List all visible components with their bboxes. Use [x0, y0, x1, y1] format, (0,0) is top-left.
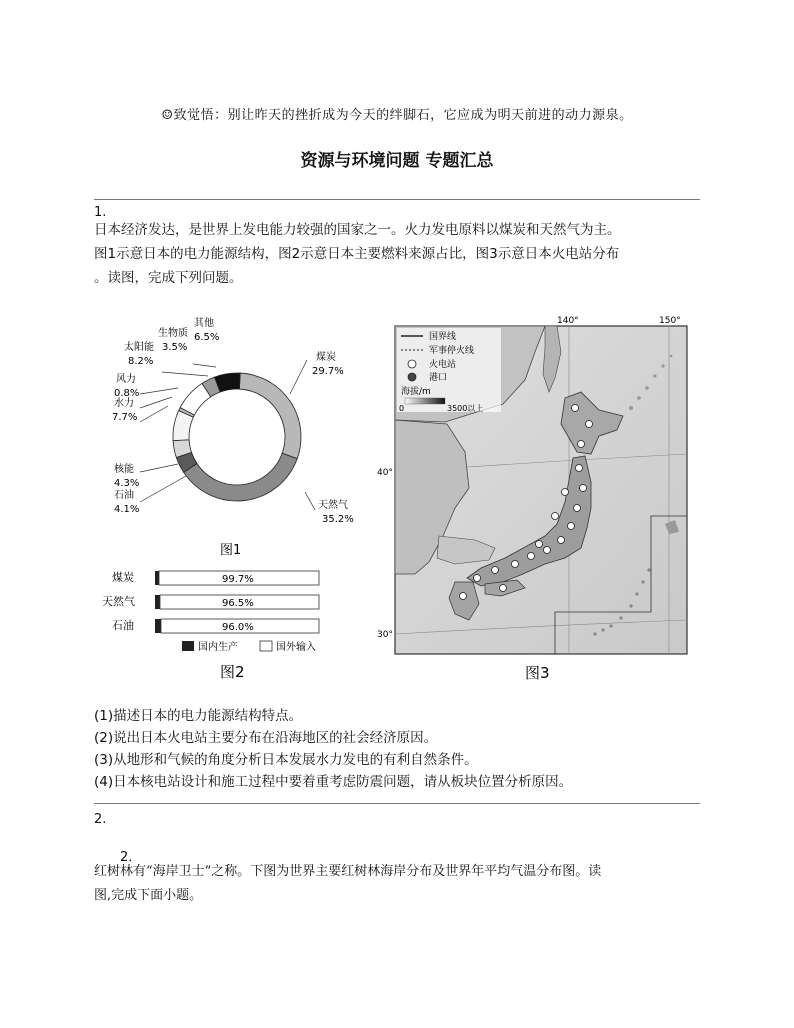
fig2-label-oil: 石油: [112, 619, 134, 632]
value-hydro: 7.7%: [112, 412, 138, 423]
question-4: (4)日本核电站设计和施工过程中要着重考虑防震问题，请从板块位置分析原因。: [94, 774, 573, 790]
elevation-scale: [405, 398, 445, 404]
figure2-caption: 图2: [220, 663, 245, 681]
label-biomass: 生物质: [158, 328, 188, 339]
lon-150: 150°: [659, 316, 681, 326]
value-oil: 4.1%: [114, 504, 140, 515]
lon-140: 140°: [557, 316, 579, 326]
divider: [94, 199, 700, 200]
label-coal: 煤炭: [316, 352, 336, 363]
figure3-map: [377, 312, 703, 687]
fig2-label-coal: 煤炭: [112, 571, 134, 584]
fig2-label-gas: 天然气: [102, 595, 135, 608]
legend-port: 港口: [429, 373, 448, 383]
intro-line: 日本经济发达，是世界上发电能力较强的国家之一。火力发电原料以煤炭和天然气为主。: [94, 222, 621, 238]
question-intro: [94, 218, 700, 290]
figure2-bar-chart: [100, 565, 360, 685]
fig2-value-gas: 96.5%: [222, 598, 254, 609]
legend-ceasefire: 军事停火线: [429, 346, 475, 356]
fig2-bar-domestic: [155, 595, 160, 609]
label-solar: 太阳能: [124, 342, 154, 353]
figure3-caption: 图3: [525, 664, 550, 682]
question-number: 2.: [94, 812, 107, 827]
value-biomass: 3.5%: [162, 342, 188, 353]
lat-30: 30°: [377, 630, 393, 640]
question-number: 1.: [94, 205, 107, 220]
label-gas: 天然气: [318, 500, 348, 511]
sub-question-number: 2．: [120, 850, 142, 865]
legend-elev-max: 3500以上: [447, 404, 484, 413]
divider: [94, 803, 700, 804]
page-title: 资源与环境问题 专题汇总: [300, 151, 494, 171]
text-line: 红树林有“海岸卫士”之称。下图为世界主要红树林海岸分布及世界年平均气温分布图。读: [94, 864, 602, 879]
donut-segment: [184, 453, 298, 501]
label-wind: 风力: [116, 374, 136, 385]
value-gas: 35.2%: [322, 514, 354, 525]
question2-text: [94, 860, 700, 908]
fig2-bar-domestic: [155, 619, 161, 633]
port-icon: [408, 373, 416, 381]
legend-import: 国外输入: [276, 642, 316, 653]
value-coal: 29.7%: [312, 366, 344, 377]
label-other: 其他: [194, 318, 214, 329]
text-line: 图,完成下面小题。: [94, 888, 203, 903]
figure1-donut-chart: [100, 312, 375, 567]
donut-segment: [239, 373, 301, 459]
power-station-icon: [408, 360, 416, 368]
value-wind: 0.8%: [114, 388, 140, 399]
legend-elev-min: 0: [399, 404, 405, 413]
question-1: (1)描述日本的电力能源结构特点。: [94, 708, 303, 724]
legend-import-swatch: [260, 641, 272, 651]
value-other: 6.5%: [194, 332, 220, 343]
fig2-bar-domestic: [155, 571, 159, 585]
label-hydro: 水力: [114, 398, 134, 409]
legend-domestic-swatch: [182, 641, 194, 651]
value-nuclear: 4.3%: [114, 478, 140, 489]
label-nuclear: 核能: [114, 464, 134, 475]
legend-domestic: 国内生产: [198, 642, 238, 653]
fig2-value-coal: 99.7%: [222, 574, 254, 585]
lat-40: 40°: [377, 468, 393, 478]
figure1-caption: 图1: [220, 543, 242, 558]
label-oil: 石油: [114, 490, 134, 501]
motto-text: ☺致觉悟：别让昨天的挫折成为今天的绊脚石，它应成为明天前进的动力源泉。: [161, 108, 633, 123]
legend-elevation: 海拔/m: [401, 387, 431, 397]
legend-border: 国界线: [429, 332, 457, 342]
legend-power-station: 火电站: [429, 360, 457, 370]
intro-line: 。读图，完成下列问题。: [94, 270, 243, 286]
value-solar: 8.2%: [128, 356, 154, 367]
fig2-value-oil: 96.0%: [222, 622, 254, 633]
question-3: (3)从地形和气候的角度分析日本发展水力发电的有利自然条件。: [94, 752, 478, 768]
question-2: (2)说出日本火电站主要分布在沿海地区的社会经济原因。: [94, 730, 438, 746]
intro-line: 图1示意日本的电力能源结构，图2示意日本主要燃料来源占比，图3示意日本火电站分布: [94, 246, 620, 262]
